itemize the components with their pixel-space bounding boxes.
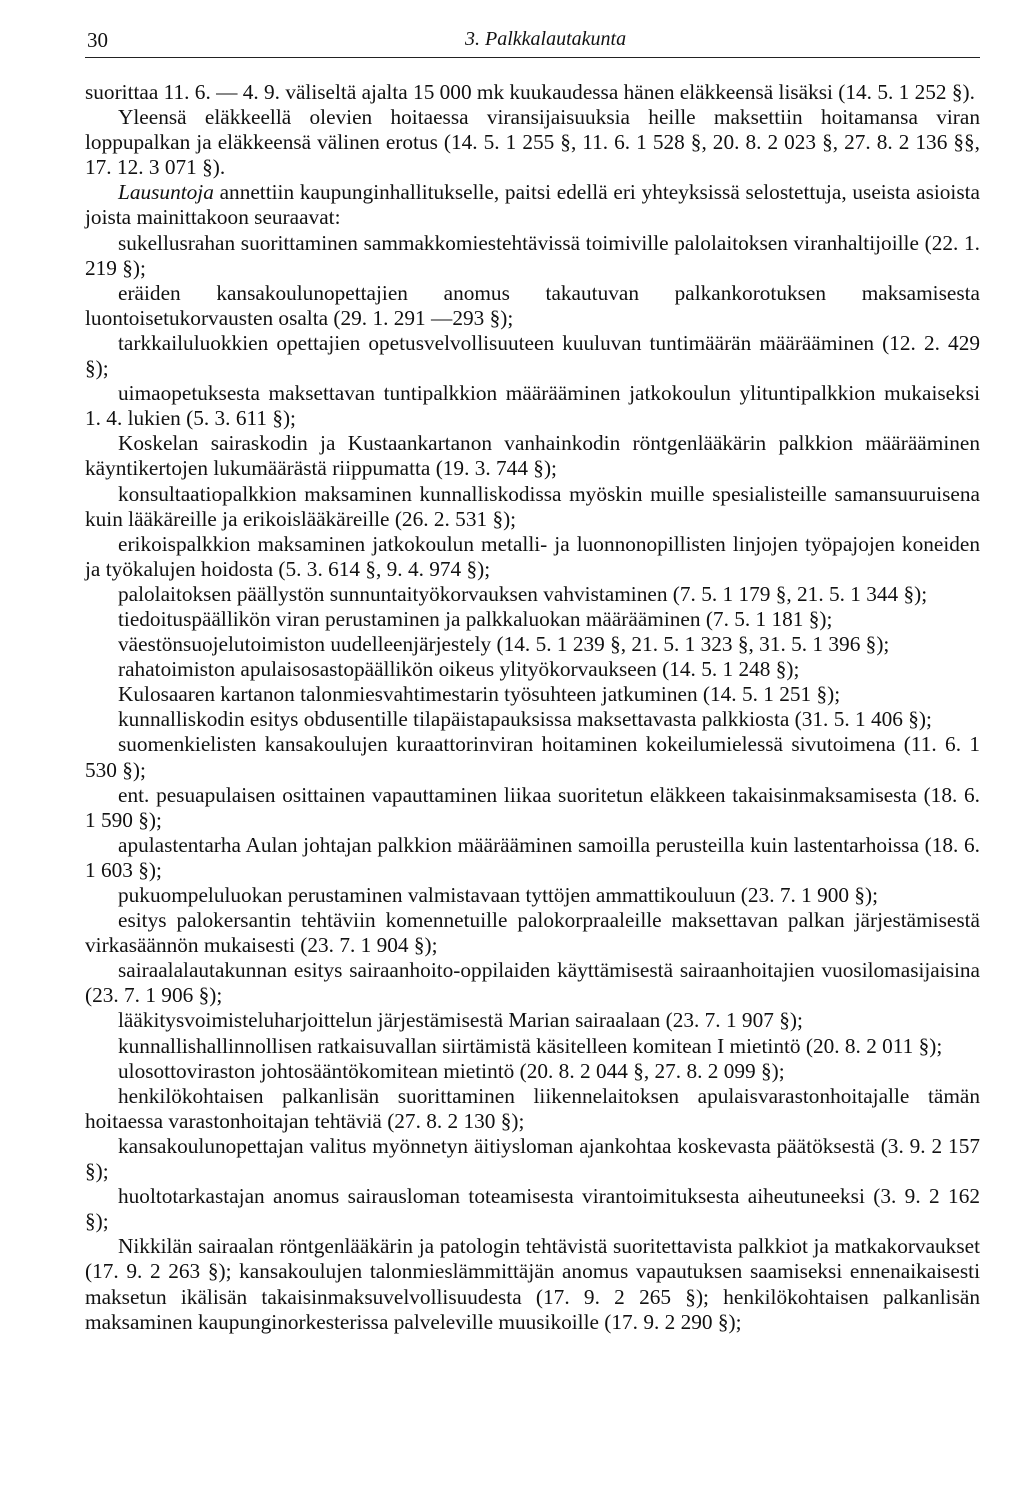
body-text <box>85 80 980 1335</box>
list-item: kunnallishallinnollisen ratkaisuvallan siirtämistä käsitelleen komitean I mietintö (20. 8. 2 011 §); <box>118 1033 943 1058</box>
list-item: Kulosaaren kartanon talonmiesvahtimestarin työsuhteen jatkuminen (14. 5. 1 251 §); <box>118 682 841 707</box>
list-item: kunnalliskodin esitys obdusentille tilapäistapauksissa maksettavasta palkkiosta (31. 5. 1 406 §); <box>118 707 932 732</box>
lausuntoja-emphasis: Lausuntoja <box>118 180 214 205</box>
list-item: sairaalalautakunnan esitys sairaanhoito-oppilaiden käyttämisestä sairaanhoitajien vuosilomasijaisina (23. 7. 1 906 §); <box>85 958 980 1008</box>
running-header <box>85 0 980 58</box>
list-item: erikoispalkkion maksaminen jatkokoulun metalli- ja luonnonopillisten linjojen työpajojen koneiden ja työkalujen hoidosta (5. 3. 614 §, 9. 4. 974 §); <box>85 531 980 581</box>
list-item: huoltotarkastajan anomus sairausloman toteamisesta virantoimituksesta aiheutuneeksi (3. 9. 2 162 §); <box>85 1184 980 1234</box>
list-item: ent. pesuapulaisen osittainen vapauttaminen liikaa suoritetun eläkkeen takaisinmaksamisesta (18. 6. 1 590 §); <box>85 782 980 832</box>
list-item: väestönsuojelutoimiston uudelleenjärjestely (14. 5. 1 239 §, 21. 5. 1 323 §, 31. 5. 1 396 §); <box>118 632 890 657</box>
paragraph-intro-1: suorittaa 11. 6. — 4. 9. väliseltä ajalta 15 000 mk kuukaudessa hänen eläkkeensä lisäksi (14. 5. 1 252 §). <box>85 80 975 104</box>
list-item: esitys palokersantin tehtäviin komennetuille palokorpraaleille maksettavan palkan järjestämisestä virkasäännön mukaisesti (23. 7. 1 904 §); <box>85 908 980 958</box>
list-item: pukuompeluluokan perustaminen valmistavaan tyttöjen ammattikouluun (23. 7. 1 900 §); <box>118 883 879 907</box>
list-item: suomenkielisten kansakoulujen kuraattorinviran hoitaminen kokeilumielessä sivutoimena (11. 6. 1 530 §); <box>85 732 980 782</box>
lausuntoja-rest: annettiin kaupunginhallitukselle, paitsi edellä eri yhteyksissä selostettuja, useista asioista joista mainittakoon seuraavat: <box>85 180 980 230</box>
paragraph-lausuntoja <box>85 180 980 230</box>
page-number: 30 <box>87 28 108 52</box>
list-item: henkilökohtaisen palkanlisän suorittaminen liikennelaitoksen apulaisvarastonhoitajalle tämän hoitaessa varastonhoitajan tehtäviä (27. 8. 2 130 §); <box>85 1083 980 1133</box>
section-title: 3. Palkkalautakunta <box>465 28 627 50</box>
document-page <box>85 0 980 1335</box>
list-item: tarkkailuluokkien opettajien opetusvelvollisuuteen kuuluvan tuntimäärän määrääminen (12. 2. 429 §); <box>85 330 980 381</box>
list-item: uimaopetuksesta maksettavan tuntipalkkion määrääminen jatkokoulun ylituntipalkkion mukaiseksi 1. 4. lukien (5. 3. 611 §); <box>85 381 980 431</box>
list-item: kansakoulunopettajan valitus myönnetyn äitiysloman ajankohtaa koskevasta päätöksestä (3. 9. 2 157 §); <box>85 1133 980 1184</box>
list-item: tiedoituspäällikön viran perustaminen ja palkkaluokan määrääminen (7. 5. 1 181 §); <box>118 606 833 631</box>
list-item: konsultaatiopalkkion maksaminen kunnalliskodissa myöskin muille spesialisteille samansuuruisena kuin lääkäreille ja erikoislääkäreille (26. 2. 531 §); <box>85 481 980 531</box>
list-item: apulastentarha Aulan johtajan palkkion määrääminen samoilla perusteilla kuin lastentarhoissa (18. 6. 1 603 §); <box>85 832 980 882</box>
list-item: Koskelan sairaskodin ja Kustaankartanon vanhainkodin röntgenlääkärin palkkion määrääminen käyntikertojen lukumäärästä riippumatta (19. 3. 744 §); <box>85 431 980 481</box>
list-item: ulosottoviraston johtosääntökomitean mietintö (20. 8. 2 044 §, 27. 8. 2 099 §); <box>118 1058 785 1083</box>
list-item: palolaitoksen päällystön sunnuntaityökorvauksen vahvistaminen (7. 5. 1 179 §, 21. 5. 1 344 §); <box>118 581 928 606</box>
list-item: Nikkilän sairaalan röntgenlääkärin ja patologin tehtävistä suoritettavista palkkiot ja matkakorvaukset (17. 9. 2 263 §); kansakoulujen talonmieslämmittäjän anomus vapautuksen saamiseksi ennenaikaisesti maksetun ikälisän takaisinmaksuvelvollisuudesta (17. 9. 2 265 §); henkilökohtaisen palkanlisän maksaminen kaupunginorkesterissa palveleville muusikoille (17. 9. 2 290 §); <box>85 1234 980 1334</box>
list-item: sukellusrahan suorittaminen sammakkomiestehtävissä toimiville palolaitoksen viranhaltijoille (22. 1. 219 §); <box>85 230 980 280</box>
list-item: lääkitysvoimisteluharjoittelun järjestämisestä Marian sairaalaan (23. 7. 1 907 §); <box>118 1008 803 1033</box>
list-item: rahatoimiston apulaisosastopäällikön oikeus ylityökorvaukseen (14. 5. 1 248 §); <box>118 657 800 682</box>
list-item: eräiden kansakoulunopettajien anomus takautuvan palkankorotuksen maksamisesta luontoisetukorvausten osalta (29. 1. 291 —293 §); <box>85 280 980 330</box>
paragraph-intro-2: Yleensä eläkkeellä olevien hoitaessa viransijaisuuksia heille maksettiin hoitamansa viran loppupalkan ja eläkkeensä välinen erotus (14. 5. 1 255 §, 11. 6. 1 528 §, 20. 8. 2 023 §, 27. 8. 2 136 §§, 17. 12. 3 071 §). <box>85 105 980 180</box>
